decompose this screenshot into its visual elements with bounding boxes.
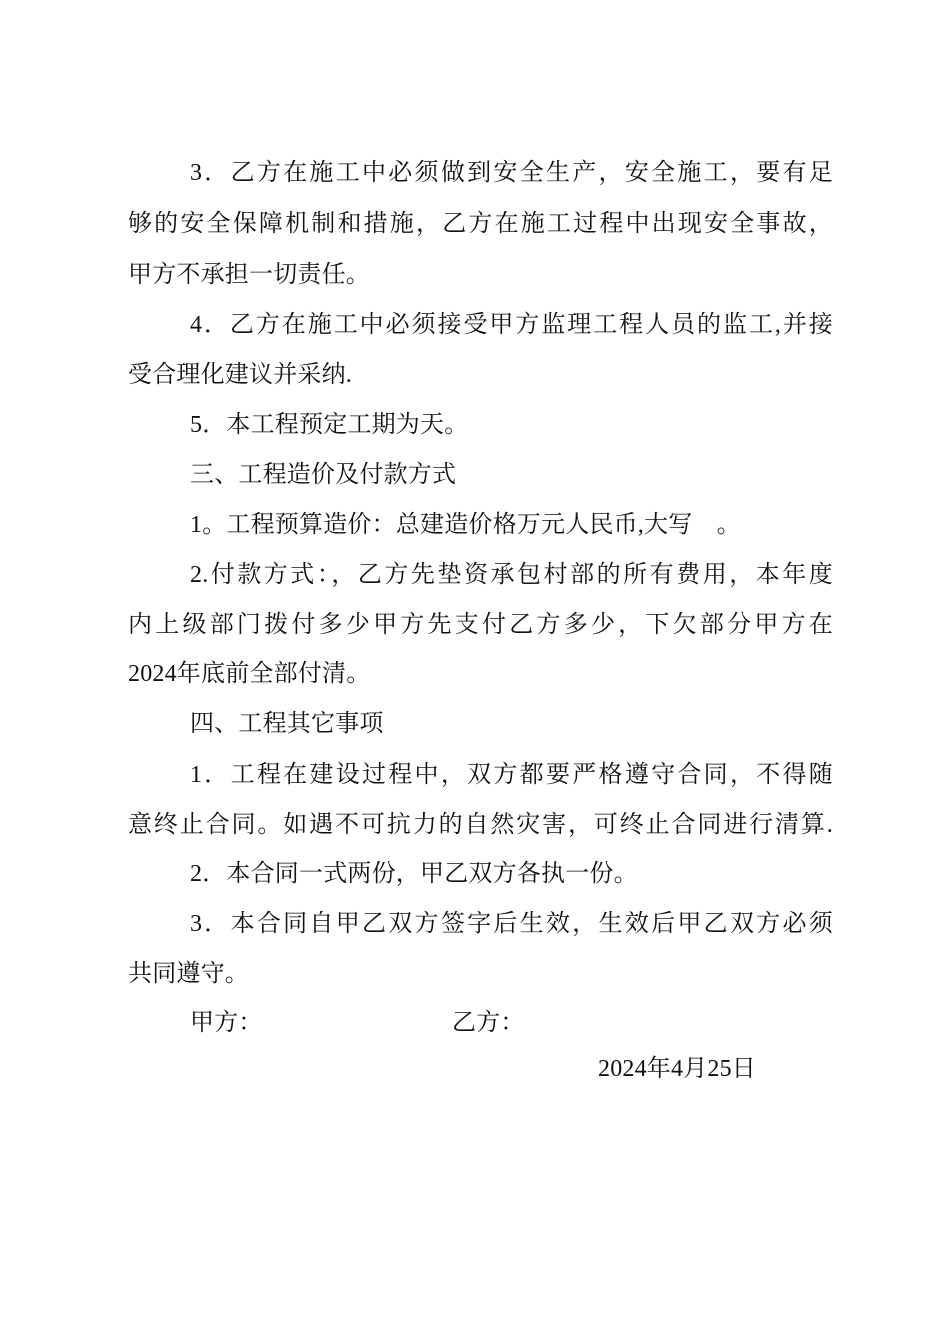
paragraph-line: 意终止合同。如遇不可抗力的自然灾害，可终止合同进行清算. [128, 812, 833, 838]
paragraph-line: 3．乙方在施工中必须做到安全生产，安全施工，要有足 [190, 160, 833, 186]
paragraph-line: 2．本合同一式两份，甲乙双方各执一份。 [190, 861, 638, 887]
party-b-signature-label: 乙方： [452, 1010, 525, 1036]
party-a-signature-label: 甲方： [190, 1010, 263, 1036]
paragraph-line: 受合理化建议并采纳. [128, 362, 352, 388]
paragraph-line: 4．乙方在施工中必须接受甲方监理工程人员的监工,并接 [190, 312, 833, 338]
paragraph-line: 够的安全保障机制和措施，乙方在施工过程中出现安全事故， [128, 211, 833, 237]
paragraph-line: 2.付款方式：，乙方先垫资承包村部的所有费用，本年度 [190, 562, 833, 588]
paragraph-line: 甲方不承担一切责任。 [128, 262, 370, 288]
contract-date: 2024年4月25日 [598, 1056, 756, 1082]
paragraph-line: 5．本工程预定工期为天。 [190, 412, 469, 438]
paragraph-line: 共同遵守。 [128, 961, 249, 987]
paragraph-line: 2024年底前全部付清。 [128, 661, 371, 687]
paragraph-line: 内上级部门拨付多少甲方先支付乙方多少，下欠部分甲方在 [128, 612, 833, 638]
paragraph-line: 1。工程预算造价：总建造价格万元人民币,大写 。 [190, 512, 741, 538]
paragraph-line: 1．工程在建设过程中，双方都要严格遵守合同，不得随 [190, 762, 833, 788]
paragraph-line: 3．本合同自甲乙双方签字后生效，生效后甲乙双方必须 [190, 911, 833, 937]
section-heading: 三、工程造价及付款方式 [190, 462, 457, 488]
section-heading: 四、工程其它事项 [190, 711, 384, 737]
